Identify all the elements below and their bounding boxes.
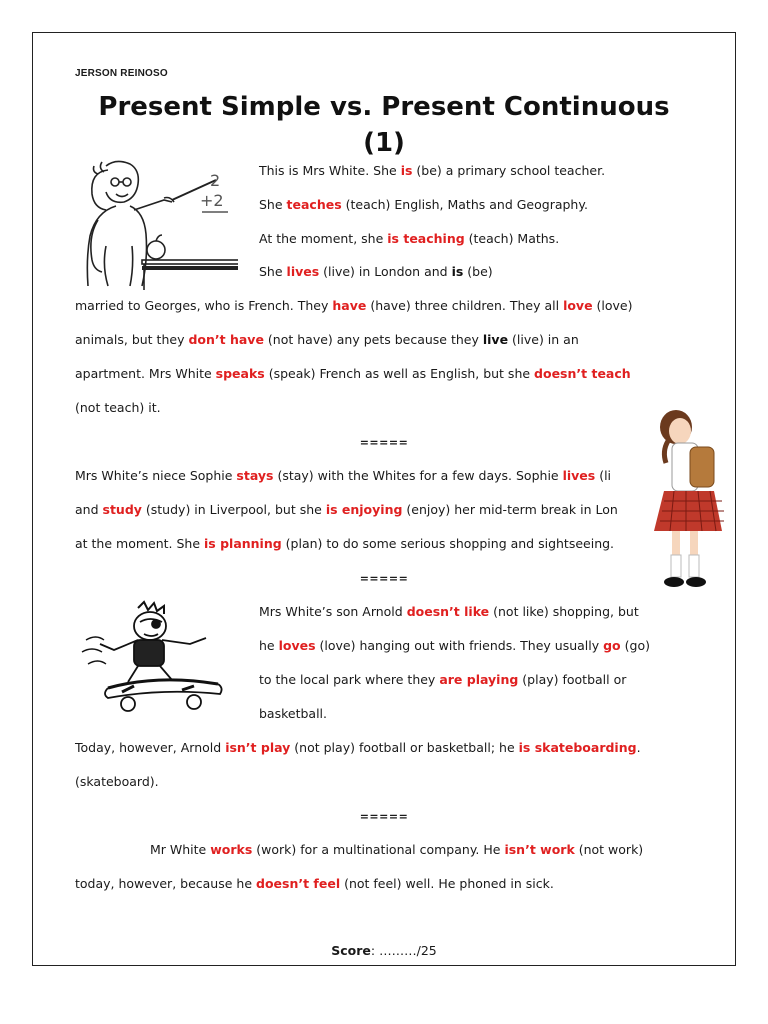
exercise-line-12 bbox=[259, 604, 639, 620]
score-value: : ………/25 bbox=[370, 943, 437, 958]
exercise-line-16 bbox=[75, 740, 641, 756]
line-text: (speak) French as well as English, but she bbox=[264, 366, 535, 381]
line-text: (live) in an bbox=[508, 332, 579, 347]
given-verb: live bbox=[482, 332, 509, 347]
teacher-illustration bbox=[68, 150, 238, 290]
answer-verb: is skateboarding bbox=[518, 740, 637, 755]
line-text: . bbox=[636, 740, 641, 755]
line-text: Mrs White’s son Arnold bbox=[259, 604, 407, 619]
line-text: (love) bbox=[592, 298, 633, 313]
exercise-line-5 bbox=[75, 298, 633, 314]
exercise-line-1 bbox=[259, 163, 605, 179]
line-text: (have) three children. They all bbox=[366, 298, 564, 313]
exercise-line-2 bbox=[259, 197, 588, 213]
line-text: he bbox=[259, 638, 279, 653]
exercise-line-19 bbox=[75, 876, 554, 892]
answer-verb: works bbox=[210, 842, 253, 857]
line-text: married to Georges, who is French. They bbox=[75, 298, 333, 313]
line-text: basketball. bbox=[259, 706, 328, 721]
answer-verb: is teaching bbox=[387, 231, 465, 246]
line-text: (go) bbox=[620, 638, 650, 653]
line-text: (not teach) it. bbox=[75, 400, 161, 415]
answer-verb: isn’t play bbox=[225, 740, 291, 755]
line-text: (li bbox=[595, 468, 612, 483]
answer-verb: loves bbox=[278, 638, 316, 653]
line-text: (skateboard). bbox=[75, 774, 159, 789]
line-text: (teach) English, Maths and Geography. bbox=[341, 197, 588, 212]
answer-verb: is enjoying bbox=[325, 502, 403, 517]
answer-verb: is planning bbox=[204, 536, 282, 551]
answer-verb: is bbox=[400, 163, 413, 178]
answer-verb: have bbox=[332, 298, 367, 313]
line-text: animals, but they bbox=[75, 332, 189, 347]
line-text: (not play) football or basketball; he bbox=[290, 740, 519, 755]
svg-text:+2: +2 bbox=[200, 191, 224, 210]
answer-verb: love bbox=[563, 298, 593, 313]
page-title: Present Simple vs. Present Continuous bbox=[98, 92, 670, 122]
line-text: (stay) with the Whites for a few days. Sophie bbox=[273, 468, 563, 483]
line-text: Mr White bbox=[150, 842, 211, 857]
line-text: (be) a primary school teacher. bbox=[412, 163, 606, 178]
section-separator: ===== bbox=[359, 810, 409, 823]
line-text: (play) football or bbox=[518, 672, 627, 687]
exercise-line-11 bbox=[75, 536, 614, 552]
line-text: apartment. Mrs White bbox=[75, 366, 216, 381]
answer-verb: speaks bbox=[215, 366, 265, 381]
line-text: At the moment, she bbox=[259, 231, 388, 246]
exercise-line-15 bbox=[259, 706, 327, 722]
line-text: (not like) shopping, but bbox=[489, 604, 639, 619]
answer-verb: go bbox=[603, 638, 621, 653]
line-text: (study) in Liverpool, but she bbox=[141, 502, 326, 517]
section-separator: ===== bbox=[359, 572, 409, 585]
line-text: Today, however, Arnold bbox=[75, 740, 226, 755]
answer-verb: lives bbox=[286, 264, 320, 279]
line-text: (love) hanging out with friends. They usually bbox=[315, 638, 604, 653]
svg-text:2: 2 bbox=[210, 171, 221, 190]
line-text: (work) for a multinational company. He bbox=[252, 842, 505, 857]
exercise-line-10 bbox=[75, 502, 618, 518]
line-text: (not feel) well. He phoned in sick. bbox=[340, 876, 554, 891]
exercise-line-17 bbox=[75, 774, 159, 790]
line-text: (teach) Maths. bbox=[464, 231, 560, 246]
exercise-line-9 bbox=[75, 468, 611, 484]
line-text: (plan) to do some serious shopping and sightseeing. bbox=[281, 536, 615, 551]
section-separator: ===== bbox=[359, 436, 409, 449]
answer-verb: study bbox=[102, 502, 142, 517]
author-name: JERSON REINOSO bbox=[75, 68, 168, 79]
answer-verb: lives bbox=[562, 468, 596, 483]
schoolgirl-illustration bbox=[650, 405, 740, 595]
line-text: (not have) any pets because they bbox=[263, 332, 483, 347]
line-text: (live) in London and bbox=[319, 264, 452, 279]
exercise-line-7 bbox=[75, 366, 631, 382]
line-text: (not work) bbox=[574, 842, 644, 857]
line-text: Mrs White’s niece Sophie bbox=[75, 468, 237, 483]
line-text: She bbox=[259, 264, 287, 279]
answer-verb: doesn’t feel bbox=[256, 876, 341, 891]
answer-verb: doesn’t teach bbox=[534, 366, 631, 381]
answer-verb: doesn’t like bbox=[406, 604, 490, 619]
line-text: (be) bbox=[463, 264, 493, 279]
skateboarder-illustration bbox=[78, 600, 228, 715]
given-verb: is bbox=[451, 264, 464, 279]
score-label: Score bbox=[331, 943, 371, 958]
exercise-line-3 bbox=[259, 231, 559, 247]
line-text: (enjoy) her mid-term break in Lon bbox=[402, 502, 618, 517]
answer-verb: isn’t work bbox=[504, 842, 575, 857]
line-text: and bbox=[75, 502, 103, 517]
answer-verb: stays bbox=[236, 468, 274, 483]
score-line bbox=[0, 943, 768, 958]
line-text: This is Mrs White. She bbox=[259, 163, 401, 178]
answer-verb: are playing bbox=[439, 672, 519, 687]
answer-verb: don’t have bbox=[188, 332, 264, 347]
exercise-line-18 bbox=[150, 842, 643, 858]
exercise-line-14 bbox=[259, 672, 626, 688]
line-text: She bbox=[259, 197, 287, 212]
exercise-line-6 bbox=[75, 332, 579, 348]
exercise-line-8 bbox=[75, 400, 161, 416]
page-title-number: (1) bbox=[363, 128, 405, 158]
line-text: at the moment. She bbox=[75, 536, 205, 551]
line-text: to the local park where they bbox=[259, 672, 440, 687]
line-text: today, however, because he bbox=[75, 876, 256, 891]
exercise-line-4 bbox=[259, 264, 493, 280]
answer-verb: teaches bbox=[286, 197, 342, 212]
exercise-line-13 bbox=[259, 638, 650, 654]
